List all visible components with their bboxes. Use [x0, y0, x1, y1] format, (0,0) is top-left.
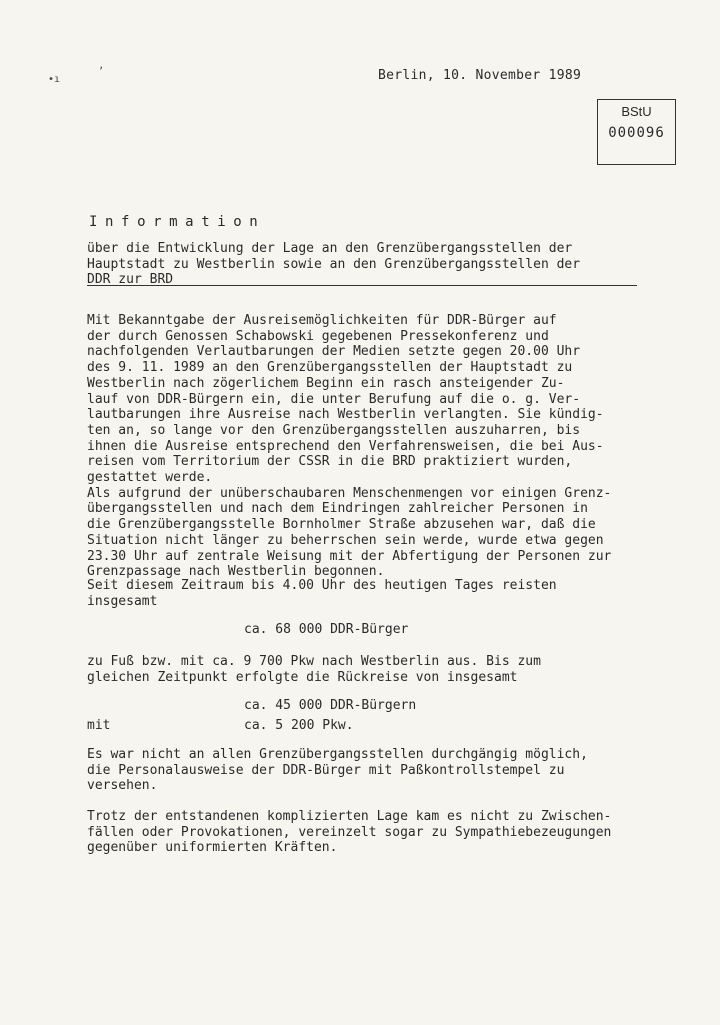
figure-line-1: ca. 68 000 DDR-Bürger	[244, 622, 409, 637]
paragraph-4	[87, 747, 677, 794]
subject-line: Hauptstadt zu Westberlin sowie an den Grenzübergangsstellen der	[87, 256, 581, 272]
text-line: die Personalausweise der DDR-Bürger mit Paßkontrollstempel zu	[87, 762, 565, 778]
text-line: übergangsstellen und nach dem Eindringen zahlreicher Personen in	[87, 501, 588, 517]
document-date: Berlin, 10. November 1989	[378, 68, 582, 83]
text-line: lauf von DDR-Bürgern ein, die unter Berufung auf die o. g. Ver-	[87, 391, 581, 407]
figure-prefix: mit	[87, 718, 111, 733]
text-line: Es war nicht an allen Grenzübergangsstellen durchgängig möglich,	[87, 747, 588, 762]
text-line: Mit Bekanntgabe der Ausreisemöglichkeiten für DDR-Bürger auf	[87, 313, 557, 328]
margin-mark: •ı	[48, 74, 61, 85]
text-line: gegenüber uniformierten Kräften.	[87, 840, 338, 856]
subject-underline	[87, 285, 637, 286]
paragraph-3	[87, 654, 677, 685]
stamp-number: 000096	[608, 125, 665, 141]
text-line: reisen vom Territorium der CSSR in die BRD praktiziert wurden,	[87, 454, 573, 470]
text-line: ihnen die Ausreise entsprechend den Verfahrensweisen, die bei Aus-	[87, 438, 604, 454]
text-line: Trotz der entstandenen komplizierten Lage kam es nicht zu Zwischen-	[87, 809, 612, 824]
paragraph-5	[87, 809, 677, 856]
text-line: Grenzpassage nach Westberlin begonnen.	[87, 564, 385, 580]
text-line: insgesamt	[87, 593, 158, 609]
paragraph-1	[87, 313, 677, 580]
text-line: nachfolgenden Verlautbarungen der Medien setzte gegen 20.00 Uhr	[87, 344, 581, 360]
figure-line-2: ca. 45 000 DDR-Bürgern	[244, 698, 417, 713]
text-line: Seit diesem Zeitraum bis 4.00 Uhr des heutigen Tages reisten	[87, 578, 557, 593]
figure-line-3: ca. 5 200 Pkw.	[244, 718, 354, 733]
text-line: 23.30 Uhr auf zentrale Weisung mit der Abfertigung der Personen zur	[87, 548, 612, 564]
subject-line: über die Entwicklung der Lage an den Grenzübergangsstellen der	[87, 241, 573, 256]
text-line: die Grenzübergangsstelle Bornholmer Straße abzusehen war, daß die	[87, 517, 596, 533]
stamp-agency: BStU	[621, 104, 652, 119]
text-line: versehen.	[87, 778, 158, 794]
text-line: zu Fuß bzw. mit ca. 9 700 Pkw nach Westberlin aus. Bis zum	[87, 654, 541, 669]
text-line: Als aufgrund der unüberschaubaren Menschenmengen vor einigen Grenz-	[87, 485, 612, 501]
text-line: gestattet werde.	[87, 470, 213, 486]
subject-line: DDR zur BRD	[87, 272, 174, 287]
text-line: der durch Genossen Schabowski gegebenen Pressekonferenz und	[87, 328, 549, 344]
text-line: Westberlin nach zögerlichem Beginn ein rasch ansteigender Zu-	[87, 375, 565, 391]
text-line: gleichen Zeitpunkt erfolgte die Rückreise von insgesamt	[87, 669, 518, 685]
margin-mark: ʼ	[98, 66, 105, 77]
text-line: ten an, so lange vor den Grenzübergangsstellen auszuharren, bis	[87, 422, 581, 438]
text-line: lautbarungen ihre Ausreise nach Westberlin verlangten. Sie kündig-	[87, 407, 604, 423]
text-line: des 9. 11. 1989 an den Grenzübergangsstellen der Hauptstadt zu	[87, 360, 573, 376]
document-subject	[87, 241, 647, 288]
text-line: fällen oder Provokationen, vereinzelt sogar zu Sympathiebezeugungen	[87, 824, 612, 840]
paragraph-2	[87, 578, 677, 609]
text-line: Situation nicht länger zu beherrschen sein werde, wurde etwa gegen	[87, 532, 604, 548]
archive-stamp	[597, 99, 676, 165]
document-title: Information	[89, 214, 266, 230]
